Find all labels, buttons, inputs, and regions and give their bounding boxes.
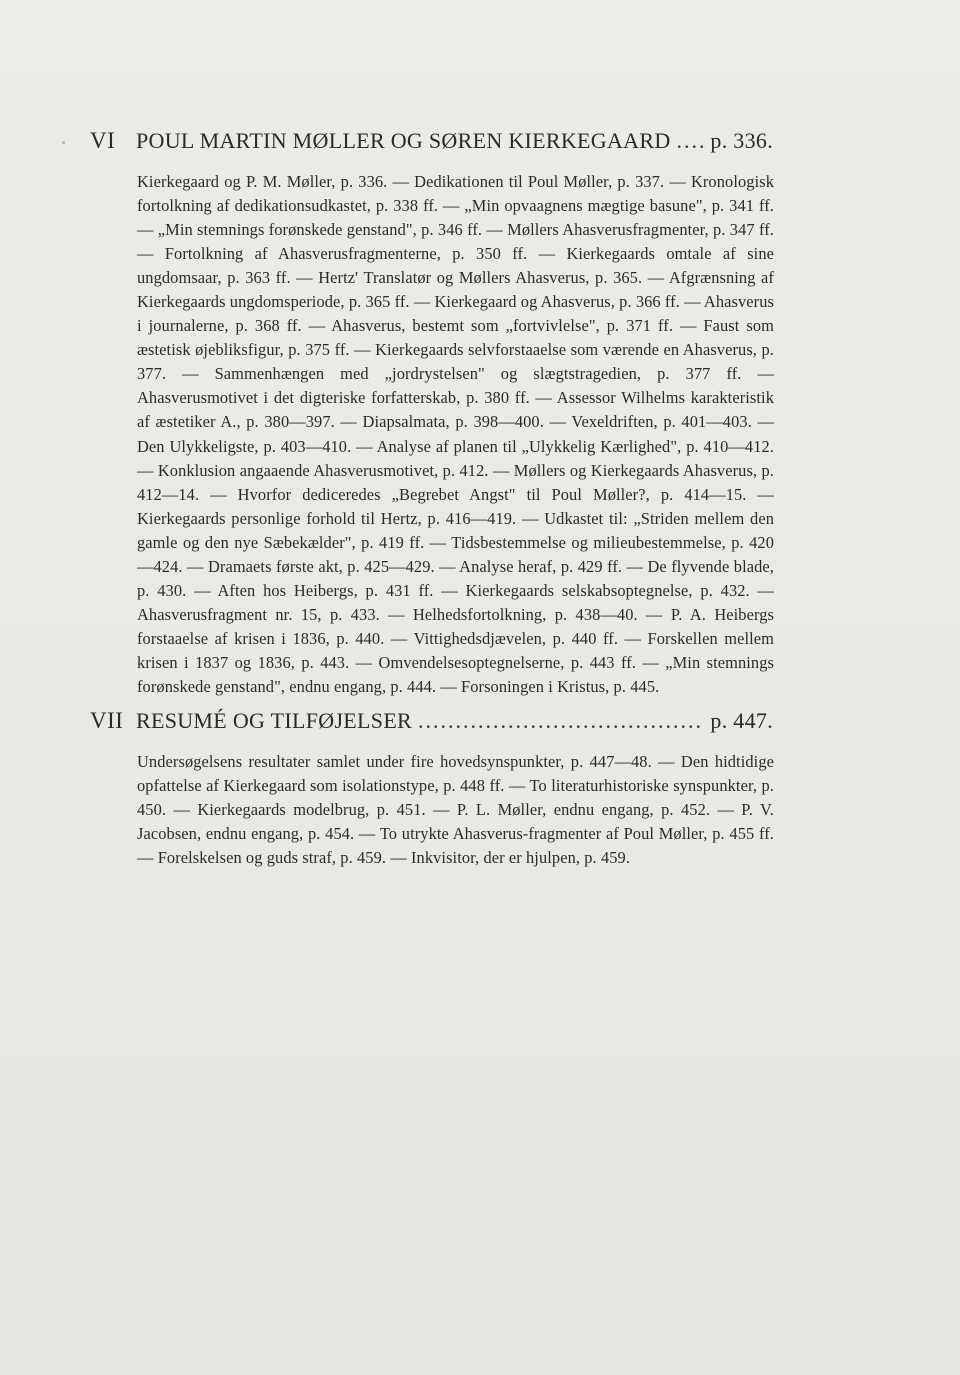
chapter-number: VII: [90, 708, 124, 734]
chapter-summary: Kierkegaard og P. M. Møller, p. 336. — Dedikationen til Poul Møller, p. 337. — Kronologisk fortolkning af dedikationsudkastet, p. 338 ff. — „Min opvaagnens mægtige basune", p. 341 ff. — „Min stemnings forønskede genstand", p. 346 ff. — Møllers Ahasverusfragmenter, p. 347 ff. — Fortolkning af Ahasverusfragmenterne, p. 350 ff. — Kierkegaards omtale af sine ungdomsaar, p. 363 ff. — Hertz' Translatør og Møllers Ahasverus, p. 365. — Afgrænsning af Kierkegaards ungdomsperiode, p. 365 ff. — Kierkegaard og Ahasverus, p. 366 ff. — Ahasverus i journalerne, p. 368 ff. — Ahasverus, bestemt som „fortvivlelse", p. 371 ff. — Faust som æstetisk øjebliksfigur, p. 375 ff. — Kierkegaards selvforstaaelse som værende en Ahasverus, p. 377. — Sammenhængen med „jordrystelsen" og slægtstragedien, p. 377 ff. — Ahasverusmotivet i det digteriske forfatterskab, p. 380 ff. — Assessor Wilhelms karakteristik af æstetiker A., p. 380—397. — Diapsalmata, p. 398—400. — Vexeldriften, p. 401—403. — Den Ulykkeligste, p. 403—410. — Analyse af planen til „Ulykkelig Kærlighed", p. 410—412. — Konklusion angaaende Ahasverusmotivet, p. 412. — Møllers og Kierkegaards Ahasverus, p. 412—14. — Hvorfor dediceredes „Begrebet Angst" til Poul Møller?, p. 414—15. — Kierkegaards personlige forhold til Hertz, p. 416—419. — Udkastet til: „Striden mellem den gamle og den nye Sæbekælder", p. 419 ff. — Tidsbestemmelse og milieubestemmelse, p. 420—424. — Dramaets første akt, p. 425—429. — Analyse heraf, p. 429 ff. — De flyvende blade, p. 430. — Aften hos Heibergs, p. 431 ff. — Kierkegaards selskabsoptegnelse, p. 432. — Ahasverusfragment nr. 15, p. 433. — Helhedsfortolkning, p. 438—40. — P. A. Heibergs forstaaelse af krisen i 1836, p. 440. — Vittighedsdjævelen, p. 440 ff. — Forskellen mellem krisen i 1837 og 1836, p. 443. — Omvendelsesoptegnelserne, p. 443 ff. — „Min stemnings forønskede genstand", endnu engang, p. 444. — Forsoningen i Kristus, p. 445.: [137, 172, 775, 696]
chapter-title-line: [136, 128, 773, 154]
chapter-vi: [0, 128, 960, 699]
chapter-page-ref: p. 447.: [710, 708, 773, 734]
chapter-page-ref: p. 336.: [710, 128, 773, 153]
table-of-contents: [0, 128, 960, 870]
chapter-title-line: [136, 708, 773, 734]
chapter-summary: Undersøgelsens resultater samlet under fire hovedsynspunkter, p. 447—48. — Den hidtidige opfattelse af Kierkegaard som isolationstype, p. 448 ff. — To literaturhistoriske synspunkter, p. 450. — Kierkegaards modelbrug, p. 451. — P. L. Møller, endnu engang, p. 452. — P. V. Jacobsen, endnu engang, p. 454. — To utrykte Ahasverus-fragmenter af Poul Møller, p. 455 ff. — Forelskelsen og guds straf, p. 459. — Inkvisitor, der er hjulpen, p. 459.: [137, 752, 774, 868]
chapter-heading: [0, 708, 960, 748]
chapter-heading: [0, 128, 960, 168]
dot-leader: [418, 708, 704, 734]
chapter-title: RESUMÉ OG TILFØJELSER: [136, 708, 413, 734]
chapter-number: VI: [90, 128, 116, 153]
chapter-title: POUL MARTIN MØLLER OG SØREN KIERKEGAARD: [136, 128, 671, 153]
dot-leader: [677, 128, 705, 154]
chapter-vii: [0, 708, 960, 870]
